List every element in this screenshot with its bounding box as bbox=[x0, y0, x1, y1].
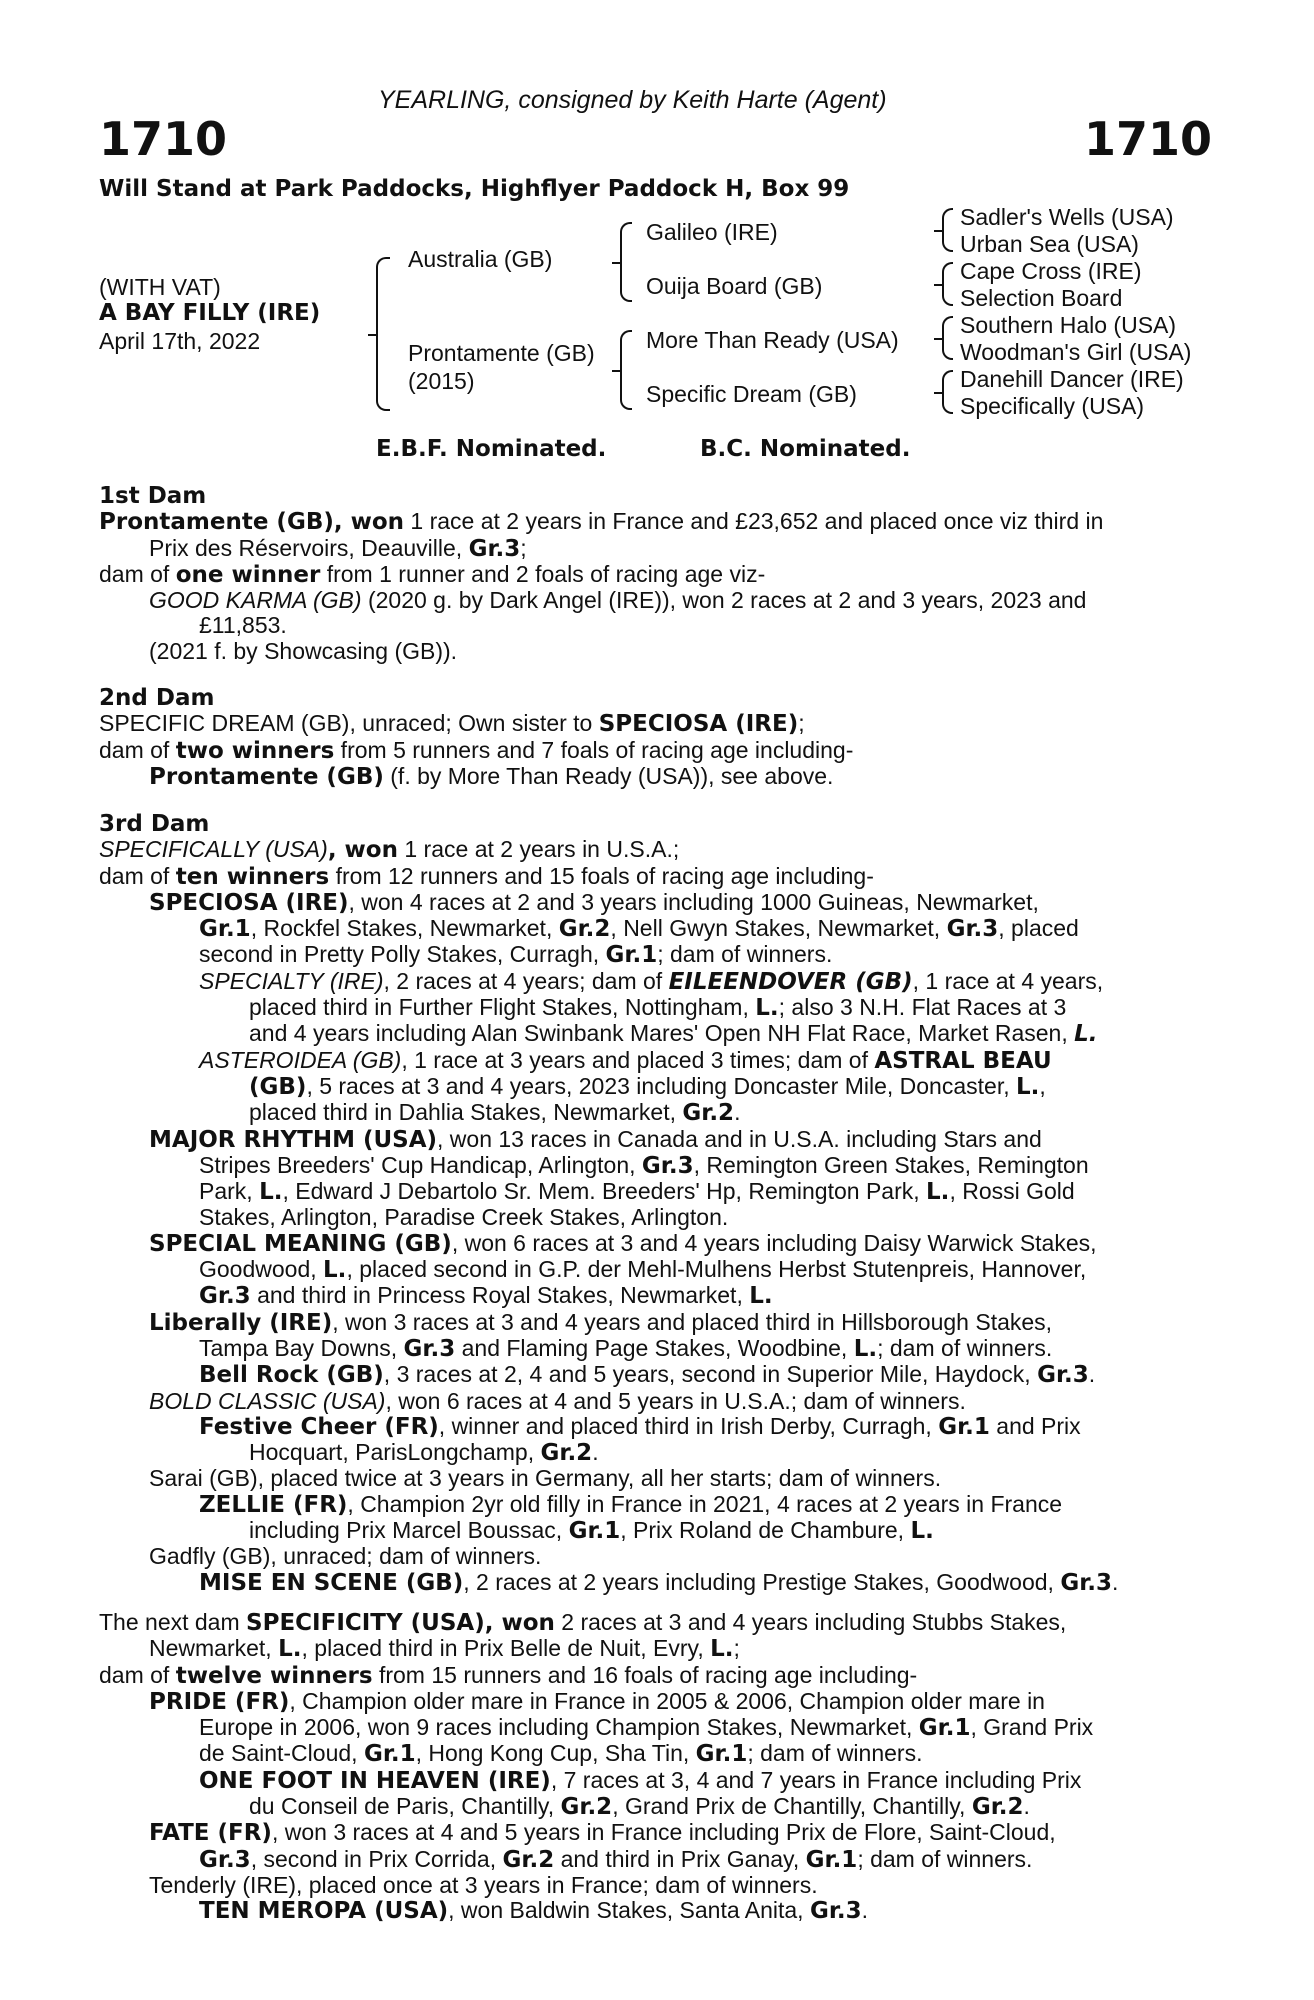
text-span: , Grand Prix de Chantilly, Chantilly, bbox=[612, 1793, 972, 1820]
text-line bbox=[99, 1153, 1205, 1179]
pedigree-dam-year: (2015) bbox=[408, 368, 475, 394]
first-dam-heading: 1st Dam bbox=[99, 483, 207, 509]
text-span: Gr.1 bbox=[805, 1846, 858, 1873]
text-span: , 2 races at 2 years including Prestige Stakes, Goodwood, bbox=[463, 1568, 1061, 1595]
pedigree-brace-g4 bbox=[942, 370, 953, 414]
pedigree-g2: Urban Sea (USA) bbox=[960, 231, 1139, 257]
text-span: , won 6 races at 3 and 4 years including Daisy Warwick Stakes, bbox=[451, 1229, 1097, 1256]
lot-number-right: 1710 bbox=[1084, 112, 1213, 166]
text-line bbox=[99, 1768, 1205, 1794]
text-span: Gr.3 bbox=[809, 1898, 862, 1925]
text-span: ; also 3 N.H. Flat Races at 3 bbox=[778, 994, 1067, 1021]
text-span: . bbox=[734, 1099, 741, 1126]
text-span: , Edward J Debartolo Sr. Mem. Breeders' Hp, Remington Park, bbox=[282, 1178, 927, 1205]
text-span: Gr.2 bbox=[502, 1846, 555, 1873]
text-line bbox=[99, 1074, 1205, 1100]
special-meaning-name: SPECIAL MEANING (GB) bbox=[149, 1230, 452, 1257]
festive-cheer-name: Festive Cheer (FR) bbox=[199, 1413, 439, 1440]
text-line bbox=[99, 738, 1205, 764]
eileendover-name: EILEENDOVER (GB) bbox=[668, 968, 913, 995]
foaling-date: April 17th, 2022 bbox=[99, 328, 261, 354]
text-line bbox=[99, 1518, 1205, 1544]
text-line bbox=[99, 1610, 1205, 1636]
text-line bbox=[99, 1715, 1205, 1741]
text-span: and 4 years including Alan Swinbank Mares' Open NH Flat Race, Market Rasen, bbox=[249, 1020, 1075, 1047]
next-dam-winners: twelve winners bbox=[175, 1662, 373, 1689]
produce-good-karma: GOOD KARMA (GB) bbox=[149, 587, 362, 614]
text-span: Gr.3 bbox=[1037, 1362, 1089, 1389]
first-dam-line3c: from 1 runner and 2 foals of racing age viz- bbox=[320, 560, 766, 587]
text-span: , 7 races at 3, 4 and 7 years in France including Prix bbox=[550, 1766, 1082, 1793]
third-dam-line2a: dam of bbox=[99, 862, 176, 889]
text-span: ; dam of winners. bbox=[857, 1845, 1033, 1872]
text-span: L. bbox=[853, 1335, 878, 1362]
text-span: Gr.1 bbox=[568, 1518, 621, 1545]
text-line bbox=[99, 1898, 1205, 1924]
text-span: from 15 runners and 16 foals of racing age including- bbox=[372, 1661, 918, 1688]
text-span: , placed third in Prix Belle de Nuit, Evry, bbox=[301, 1635, 711, 1662]
text-span: L. bbox=[259, 1179, 283, 1206]
pedigree-g5: Southern Halo (USA) bbox=[960, 312, 1177, 338]
text-line bbox=[99, 1492, 1205, 1518]
text-span: . bbox=[861, 1897, 869, 1924]
text-line bbox=[99, 864, 1205, 890]
text-span: Gr.1 bbox=[695, 1741, 748, 1768]
text-line bbox=[99, 1636, 1205, 1662]
liberally-name: Liberally (IRE) bbox=[149, 1309, 333, 1336]
pedigree-dam-sire: More Than Ready (USA) bbox=[646, 327, 899, 353]
pedigree-brace-g1 bbox=[942, 208, 953, 252]
text-line bbox=[99, 1570, 1205, 1596]
text-span: , won 13 races in Canada and in U.S.A. including Stars and bbox=[437, 1125, 1042, 1152]
text-line bbox=[99, 1048, 1205, 1074]
second-dam-sister: SPECIOSA (IRE) bbox=[598, 711, 799, 738]
consignor-line: YEARLING, consigned by Keith Harte (Agent) bbox=[378, 86, 887, 114]
text-span: Tampa Bay Downs, bbox=[199, 1334, 404, 1361]
text-line bbox=[99, 1440, 1205, 1466]
text-span: , 1 race at 3 years and placed 3 times; dam of bbox=[401, 1046, 875, 1073]
text-line bbox=[99, 916, 1205, 942]
pedigree-brace-main bbox=[376, 257, 390, 411]
text-span: , bbox=[1039, 1072, 1046, 1099]
text-line bbox=[99, 1663, 1205, 1689]
text-line bbox=[99, 711, 1205, 737]
text-span: ; dam of winners. bbox=[747, 1740, 923, 1767]
first-dam-line2-end: ; bbox=[520, 534, 527, 561]
text-line bbox=[99, 890, 1205, 916]
text-line bbox=[99, 995, 1205, 1021]
text-span: , second in Prix Corrida, bbox=[250, 1845, 503, 1872]
text-span: Gr.3 bbox=[1060, 1569, 1112, 1596]
text-line bbox=[99, 1689, 1205, 1715]
text-line bbox=[99, 536, 1205, 562]
text-span: Gr.1 bbox=[199, 916, 251, 943]
sarai-line: Sarai (GB), placed twice at 3 years in Germany, all her starts; dam of winners. bbox=[149, 1465, 942, 1492]
text-line bbox=[99, 942, 1205, 968]
text-span: . bbox=[1112, 1568, 1119, 1595]
pedigree-brace-g3 bbox=[942, 316, 953, 360]
pedigree-sire: Australia (GB) bbox=[408, 246, 553, 272]
text-span: , 2 races at 4 years; dam of bbox=[383, 967, 669, 994]
bc-nomination: B.C. Nominated. bbox=[700, 436, 911, 462]
pedigree-g6: Woodman's Girl (USA) bbox=[960, 339, 1192, 365]
text-span: and Prix bbox=[989, 1412, 1081, 1439]
text-line bbox=[99, 1741, 1205, 1767]
text-line bbox=[99, 1794, 1205, 1820]
pedigree-sire-sire: Galileo (IRE) bbox=[646, 219, 778, 245]
text-span: , Nell Gwyn Stakes, Newmarket, bbox=[610, 915, 947, 942]
text-span: 2 races at 3 and 4 years including Stubbs Stakes, bbox=[554, 1609, 1067, 1635]
first-dam-winners: one winner bbox=[175, 561, 321, 588]
text-line bbox=[99, 1257, 1205, 1283]
text-span: du Conseil de Paris, Chantilly, bbox=[249, 1793, 561, 1820]
text-span: . bbox=[592, 1439, 599, 1466]
speciosa-line1: , won 4 races at 2 and 3 years including 1000 Guineas, Newmarket, bbox=[348, 888, 1039, 915]
text-span: Gr.2 bbox=[971, 1794, 1024, 1821]
pedigree-dam: Prontamente (GB) bbox=[408, 340, 595, 366]
text-span: ; dam of winners. bbox=[657, 941, 833, 968]
produce-good-karma-text: (2020 g. by Dark Angel (IRE)), won 2 races at 2 and 3 years, 2023 and bbox=[361, 587, 1087, 614]
text-span: L. bbox=[755, 995, 779, 1022]
text-span: , won 6 races at 4 and 5 years in U.S.A.; dam of winners. bbox=[385, 1387, 966, 1414]
text-span: L. bbox=[910, 1518, 934, 1545]
text-span: Gr.1 bbox=[938, 1413, 990, 1440]
major-rhythm-name: MAJOR RHYTHM (USA) bbox=[149, 1126, 438, 1153]
text-line bbox=[99, 1021, 1205, 1047]
text-span: placed third in Further Flight Stakes, Nottingham, bbox=[249, 994, 756, 1021]
text-span: L. bbox=[926, 1179, 950, 1206]
second-dam-heading: 2nd Dam bbox=[99, 685, 215, 711]
text-span: and third in Princess Royal Stakes, Newmarket, bbox=[250, 1282, 750, 1309]
text-span: , Prix Roland de Chambure, bbox=[620, 1517, 911, 1544]
text-span: . bbox=[1088, 1361, 1096, 1388]
text-span: Europe in 2006, won 9 races including Champion Stakes, Newmarket, bbox=[199, 1714, 919, 1741]
astral-beau-name: ASTRAL BEAU bbox=[874, 1047, 1052, 1074]
stand-location: Will Stand at Park Paddocks, Highflyer Paddock H, Box 99 bbox=[99, 176, 850, 202]
text-line bbox=[99, 1283, 1205, 1309]
speciosa-name: SPECIOSA (IRE) bbox=[149, 889, 349, 916]
second-dam-line1-end: ; bbox=[798, 710, 805, 737]
text-span: . bbox=[1023, 1793, 1030, 1820]
text-line bbox=[99, 1231, 1205, 1257]
text-line bbox=[99, 1100, 1205, 1126]
text-line bbox=[99, 509, 1205, 535]
text-span: , Champion older mare in France in 2005 & 2006, Champion older mare in bbox=[289, 1687, 1045, 1714]
text-span: , 5 races at 3 and 4 years, 2023 including Doncaster Mile, Doncaster, bbox=[306, 1072, 1016, 1099]
third-dam-line2c: from 12 runners and 15 foals of racing age including- bbox=[329, 862, 874, 889]
text-line bbox=[99, 1336, 1205, 1362]
text-span: L. bbox=[278, 1636, 302, 1663]
text-span: Gr.3 bbox=[199, 1846, 251, 1873]
text-line bbox=[99, 1820, 1205, 1846]
next-dam-name: SPECIFICITY (USA), won bbox=[246, 1610, 555, 1636]
text-line bbox=[99, 588, 1205, 613]
text-span: , Champion 2yr old filly in France in 2021, 4 races at 2 years in France bbox=[347, 1490, 1063, 1517]
text-span: dam of bbox=[99, 1661, 176, 1688]
text-span: , won 3 races at 4 and 5 years in France including Prix de Flore, Saint-Cloud, bbox=[271, 1819, 1056, 1846]
text-span: L. bbox=[1074, 1021, 1098, 1048]
text-span: Gr.3 bbox=[199, 1283, 251, 1310]
horse-name: A BAY FILLY (IRE) bbox=[99, 300, 321, 326]
text-span: , 3 races at 2, 4 and 5 years, second in Superior Mile, Haydock, bbox=[383, 1361, 1038, 1388]
text-span: , winner and placed third in Irish Derby, Curragh, bbox=[438, 1412, 939, 1439]
text-span: L. bbox=[749, 1283, 773, 1310]
first-dam-line2: Prix des Réservoirs, Deauville, bbox=[149, 534, 469, 561]
text-span: Stakes, Arlington, Paradise Creek Stakes, Arlington. bbox=[199, 1204, 729, 1231]
fate-name: FATE (FR) bbox=[149, 1820, 272, 1847]
text-span: (GB) bbox=[249, 1073, 307, 1100]
bold-classic-name: BOLD CLASSIC (USA) bbox=[149, 1387, 386, 1414]
text-span: , won Baldwin Stakes, Santa Anita, bbox=[448, 1897, 810, 1924]
first-dam-name: Prontamente (GB), won bbox=[99, 509, 405, 536]
third-dam-section bbox=[99, 812, 1205, 1596]
text-span: L. bbox=[1016, 1073, 1040, 1100]
text-span: Hocquart, ParisLongchamp, bbox=[249, 1439, 541, 1466]
second-dam-section bbox=[99, 686, 1205, 790]
text-span: ; bbox=[733, 1635, 740, 1662]
specialty-name: SPECIALTY (IRE) bbox=[199, 967, 384, 994]
pedigree-g7: Danehill Dancer (IRE) bbox=[960, 366, 1184, 392]
text-span: , Remington Green Stakes, Remington bbox=[693, 1151, 1089, 1178]
vat-label: (WITH VAT) bbox=[99, 274, 221, 300]
second-dam-winners: two winners bbox=[175, 737, 335, 764]
pedigree-sire-dam: Ouija Board (GB) bbox=[646, 273, 823, 299]
pedigree-g4: Selection Board bbox=[960, 285, 1123, 311]
pedigree-brace-sire bbox=[620, 222, 632, 302]
text-line bbox=[99, 1310, 1205, 1336]
text-span: Gr.2 bbox=[558, 916, 611, 943]
pedigree-g8: Specifically (USA) bbox=[960, 393, 1145, 419]
asteroidea-name: ASTEROIDEA (GB) bbox=[199, 1046, 402, 1073]
second-dam-line2a: dam of bbox=[99, 736, 176, 763]
pedigree-brace-g2 bbox=[942, 262, 953, 306]
produce-good-karma-earnings: £11,853. bbox=[199, 612, 287, 639]
text-span: , placed bbox=[998, 915, 1079, 942]
text-line bbox=[99, 1847, 1205, 1873]
ebf-nomination: E.B.F. Nominated. bbox=[376, 436, 607, 462]
text-span: , Rockfel Stakes, Newmarket, bbox=[250, 915, 559, 942]
first-dam-section bbox=[99, 484, 1205, 664]
third-dam-heading: 3rd Dam bbox=[99, 811, 210, 837]
pedigree-brace-dam bbox=[620, 330, 632, 410]
text-span: Gr.3 bbox=[641, 1152, 694, 1179]
text-span: Gr.3 bbox=[403, 1335, 456, 1362]
text-span: and Flaming Page Stakes, Woodbine, bbox=[455, 1334, 854, 1361]
text-span: Park, bbox=[199, 1178, 260, 1205]
pride-name: PRIDE (FR) bbox=[149, 1688, 290, 1715]
text-span: Newmarket, bbox=[149, 1635, 279, 1662]
produce-2021-filly: (2021 f. by Showcasing (GB)). bbox=[149, 637, 458, 664]
second-dam-produce-text: (f. by More Than Ready (USA)), see above. bbox=[383, 762, 834, 789]
mise-en-scene-name: MISE EN SCENE (GB) bbox=[199, 1569, 464, 1596]
text-span: , placed second in G.P. der Mehl-Mulhens Herbst Stutenpreis, Hannover, bbox=[346, 1256, 1087, 1283]
text-span: Stripes Breeders' Cup Handicap, Arlington, bbox=[199, 1151, 642, 1178]
text-span: , Grand Prix bbox=[970, 1714, 1094, 1741]
text-span: Gr.2 bbox=[560, 1794, 613, 1821]
text-line bbox=[99, 1127, 1205, 1153]
text-line bbox=[99, 969, 1205, 995]
text-span: Gr.3 bbox=[946, 916, 999, 943]
text-span: , Rossi Gold bbox=[949, 1178, 1075, 1205]
one-foot-in-heaven-name: ONE FOOT IN HEAVEN (IRE) bbox=[199, 1767, 551, 1794]
first-dam-line3a: dam of bbox=[99, 560, 176, 587]
third-dam-line1: 1 race at 2 years in U.S.A.; bbox=[397, 836, 680, 863]
text-line bbox=[99, 1362, 1205, 1388]
gadfly-line: Gadfly (GB), unraced; dam of winners. bbox=[149, 1543, 542, 1570]
text-line bbox=[99, 1414, 1205, 1440]
text-span: Gr.1 bbox=[363, 1741, 416, 1768]
second-dam-line1: SPECIFIC DREAM (GB), unraced; Own sister to bbox=[99, 710, 599, 737]
text-line bbox=[99, 837, 1205, 863]
text-line bbox=[99, 562, 1205, 588]
third-dam-name: SPECIFICALLY (USA) bbox=[99, 836, 328, 863]
pedigree-g1: Sadler's Wells (USA) bbox=[960, 204, 1174, 230]
bell-rock-name: Bell Rock (GB) bbox=[199, 1362, 384, 1389]
text-span: , won 3 races at 3 and 4 years and placed third in Hillsborough Stakes, bbox=[332, 1308, 1053, 1335]
text-line bbox=[99, 764, 1205, 790]
first-dam-line1: 1 race at 2 years in France and £23,652 and placed once viz third in bbox=[404, 508, 1104, 535]
text-span: L. bbox=[710, 1636, 734, 1663]
ten-meropa-name: TEN MEROPA (USA) bbox=[199, 1898, 449, 1925]
grade-badge: Gr.3 bbox=[468, 535, 521, 562]
second-dam-line2c: from 5 runners and 7 foals of racing age including- bbox=[334, 736, 854, 763]
second-dam-produce: Prontamente (GB) bbox=[149, 763, 384, 790]
lot-number-left: 1710 bbox=[99, 112, 228, 166]
text-span: Gr.2 bbox=[682, 1100, 735, 1127]
text-span: de Saint-Cloud, bbox=[199, 1740, 364, 1767]
text-span: L. bbox=[323, 1257, 347, 1284]
text-span: second in Pretty Polly Stakes, Curragh, bbox=[199, 941, 606, 968]
text-span: , Hong Kong Cup, Sha Tin, bbox=[415, 1740, 696, 1767]
text-span: Gr.2 bbox=[540, 1440, 593, 1467]
third-dam-winners: ten winners bbox=[175, 863, 330, 890]
text-line bbox=[99, 1179, 1205, 1205]
zellie-name: ZELLIE (FR) bbox=[199, 1491, 348, 1518]
text-span: and third in Prix Ganay, bbox=[554, 1845, 806, 1872]
text-span: Gr.1 bbox=[605, 942, 658, 969]
text-span: placed third in Dahlia Stakes, Newmarket, bbox=[249, 1099, 683, 1126]
text-span: Goodwood, bbox=[199, 1256, 324, 1283]
text-line bbox=[99, 1389, 1205, 1414]
pedigree-dam-dam: Specific Dream (GB) bbox=[646, 381, 857, 407]
text-span: , 1 race at 4 years, bbox=[912, 967, 1104, 994]
text-span: The next dam bbox=[99, 1609, 247, 1635]
tenderly-line: Tenderly (IRE), placed once at 3 years in France; dam of winners. bbox=[149, 1871, 818, 1898]
text-span: including Prix Marcel Boussac, bbox=[249, 1517, 569, 1544]
text-span: ; dam of winners. bbox=[877, 1334, 1053, 1361]
pedigree-g3: Cape Cross (IRE) bbox=[960, 258, 1142, 284]
third-dam-won: , won bbox=[327, 837, 398, 864]
text-span: Gr.1 bbox=[918, 1715, 971, 1742]
next-dam-section bbox=[99, 1610, 1205, 1925]
